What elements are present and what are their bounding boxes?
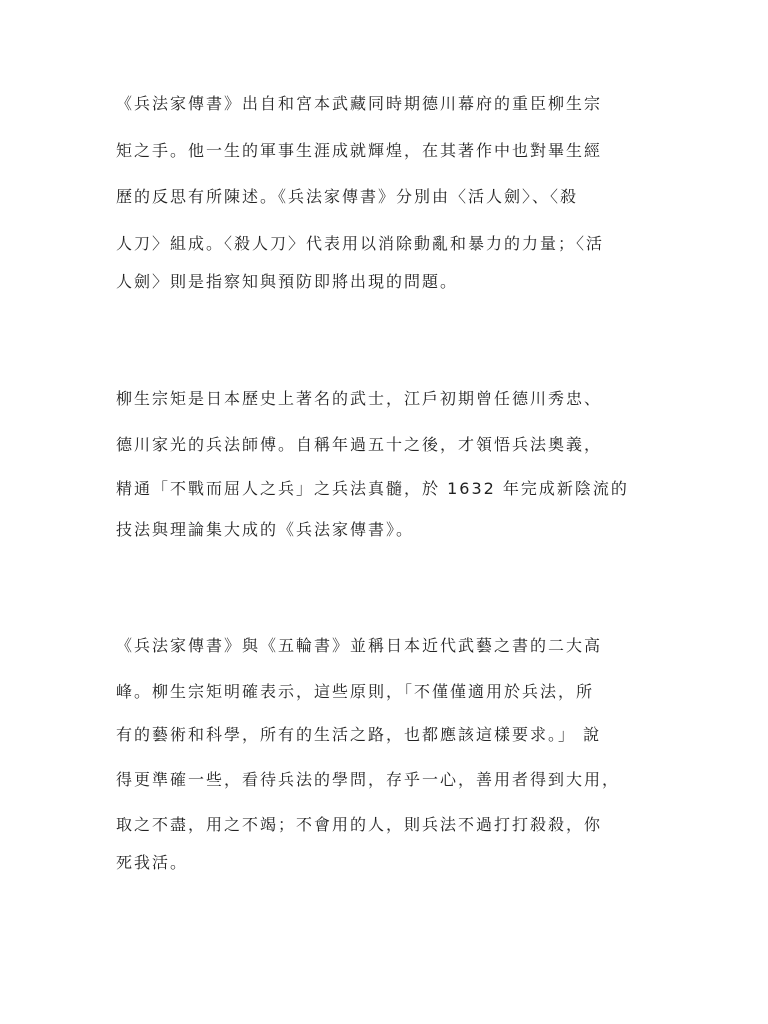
paragraph-line: 技法與理論集大成的《兵法家傳書》。 — [116, 520, 415, 539]
paragraph-line: 有的藝術和科學，所有的生活之路，也都應該這樣要求。」 說 — [116, 725, 602, 744]
paragraph-line: 死我活。 — [116, 853, 189, 872]
paragraph-line: 德川家光的兵法師傅。自稱年過五十之後，才領悟兵法奧義， — [116, 435, 603, 454]
paragraph-line: 矩之手。他一生的軍事生涯成就輝煌，在其著作中也對畢生經 — [116, 141, 603, 160]
paragraph-line: 得更準確一些，看待兵法的學問，存乎一心，善用者得到大用， — [116, 770, 621, 789]
paragraph-line: 《兵法家傳書》與《五輪書》並稱日本近代武藝之書的二大高 — [116, 636, 603, 655]
paragraph-line: 取之不盡，用之不竭；不會用的人，則兵法不過打打殺殺，你 — [116, 815, 603, 834]
paragraph-line: 峰。柳生宗矩明確表示，這些原則，「不僅僅適用於兵法，所 — [116, 682, 595, 701]
paragraph-line: 柳生宗矩是日本歷史上著名的武士，江戶初期曾任德川秀忠、 — [116, 389, 603, 408]
paragraph-line: 《兵法家傳書》出自和宮本武藏同時期德川幕府的重臣柳生宗 — [116, 94, 603, 113]
paragraph-line: 精通「不戰而屈人之兵」之兵法真髓，於 1632 年完成新陰流的 — [116, 479, 629, 498]
paragraph-line: 歷的反思有所陳述。《兵法家傳書》分別由〈活人劍〉、〈殺 — [116, 187, 579, 206]
paragraph-line: 人劍〉則是指察知與預防即將出現的問題。 — [116, 272, 459, 291]
paragraph-line: 人刀〉組成。〈殺人刀〉代表用以消除動亂和暴力的力量；〈活 — [116, 234, 605, 253]
